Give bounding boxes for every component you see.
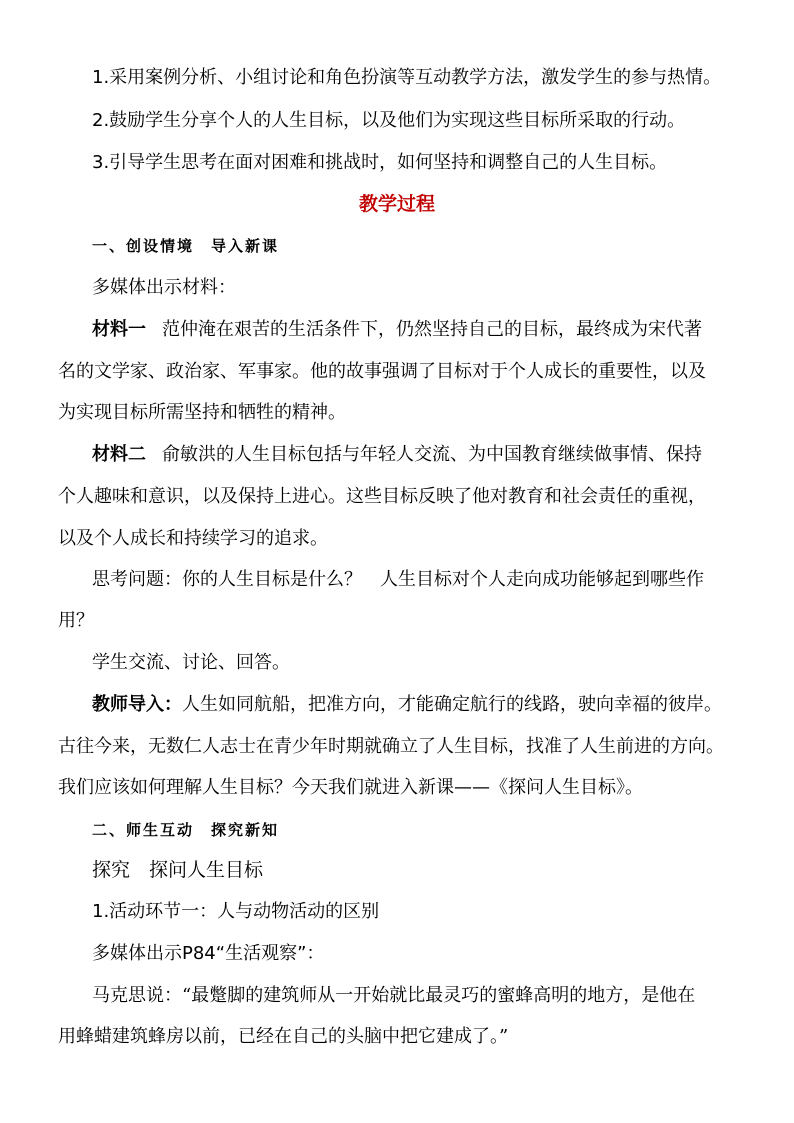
question-line-2: 用？	[58, 610, 94, 631]
material-1-text: 范仲淹在艰苦的生活条件下，仍然坚持自己的目标，最终成为宋代著	[162, 319, 702, 340]
material-1-label: 材料一	[92, 319, 146, 340]
marx-quote-line-2: 用蜂蜡建筑蜂房以前，已经在自己的头脑中把它建成了。”	[58, 1026, 509, 1047]
teacher-intro-line-3: 我们应该如何理解人生目标？今天我们就进入新课——《探问人生目标》。	[58, 777, 643, 798]
teacher-intro-line-1	[92, 693, 794, 717]
material-2-line-2: 个人趣味和意识，以及保持上进心。这些目标反映了他对教育和社会责任的重视，	[58, 486, 706, 507]
activity-1-heading: 1.活动环节一：人与动物活动的区别	[92, 901, 380, 922]
teacher-intro-label: 教师导入：	[92, 694, 182, 715]
material-2-first-line	[92, 443, 794, 467]
teacher-intro-line-2: 古往今来，无数仁人志士在青少年时期就确立了人生目标，找准了人生前进的方向。	[58, 736, 724, 757]
method-item-3: 3.引导学生思考在面对困难和挑战时，如何坚持和调整自己的人生目标。	[92, 152, 668, 173]
material-2-label: 材料二	[92, 444, 146, 465]
section-heading-1: 一、创设情境 导入新课	[92, 237, 280, 255]
material-2-line-3: 以及个人成长和持续学习的追求。	[58, 528, 328, 549]
section-heading-2: 二、师生互动 探究新知	[92, 821, 280, 839]
marx-quote-line-1: 马克思说：“最蹩脚的建筑师从一开始就比最灵巧的蜜蜂高明的地方，是他在	[92, 985, 696, 1006]
explore-heading: 探究 探问人生目标	[92, 859, 264, 881]
teacher-intro-text: 人生如同航船，把准方向，才能确定航行的线路，驶向幸福的彼岸。	[182, 694, 722, 715]
materials-intro: 多媒体出示材料：	[92, 277, 236, 298]
process-title: 教学过程	[358, 193, 435, 215]
question-line-1: 思考问题：你的人生目标是什么？ 人生目标对个人走向成功能够起到哪些作	[92, 569, 704, 590]
material-1-line-2: 名的文学家、政治家、军事家。他的故事强调了目标对于个人成长的重要性，以及	[58, 361, 706, 382]
material-1-first-line	[92, 318, 794, 342]
method-item-1: 1.采用案例分析、小组讨论和角色扮演等互动教学方法，激发学生的参与热情。	[92, 67, 722, 88]
multimedia-show: 多媒体出示P84“生活观察”：	[92, 943, 325, 964]
method-item-2: 2.鼓励学生分享个人的人生目标，以及他们为实现这些目标所采取的行动。	[92, 110, 686, 131]
students-response: 学生交流、讨论、回答。	[92, 652, 290, 673]
material-2-text: 俞敏洪的人生目标包括与年轻人交流、为中国教育继续做事情、保持	[162, 444, 702, 465]
material-1-line-3: 为实现目标所需坚持和牺牲的精神。	[58, 402, 346, 423]
